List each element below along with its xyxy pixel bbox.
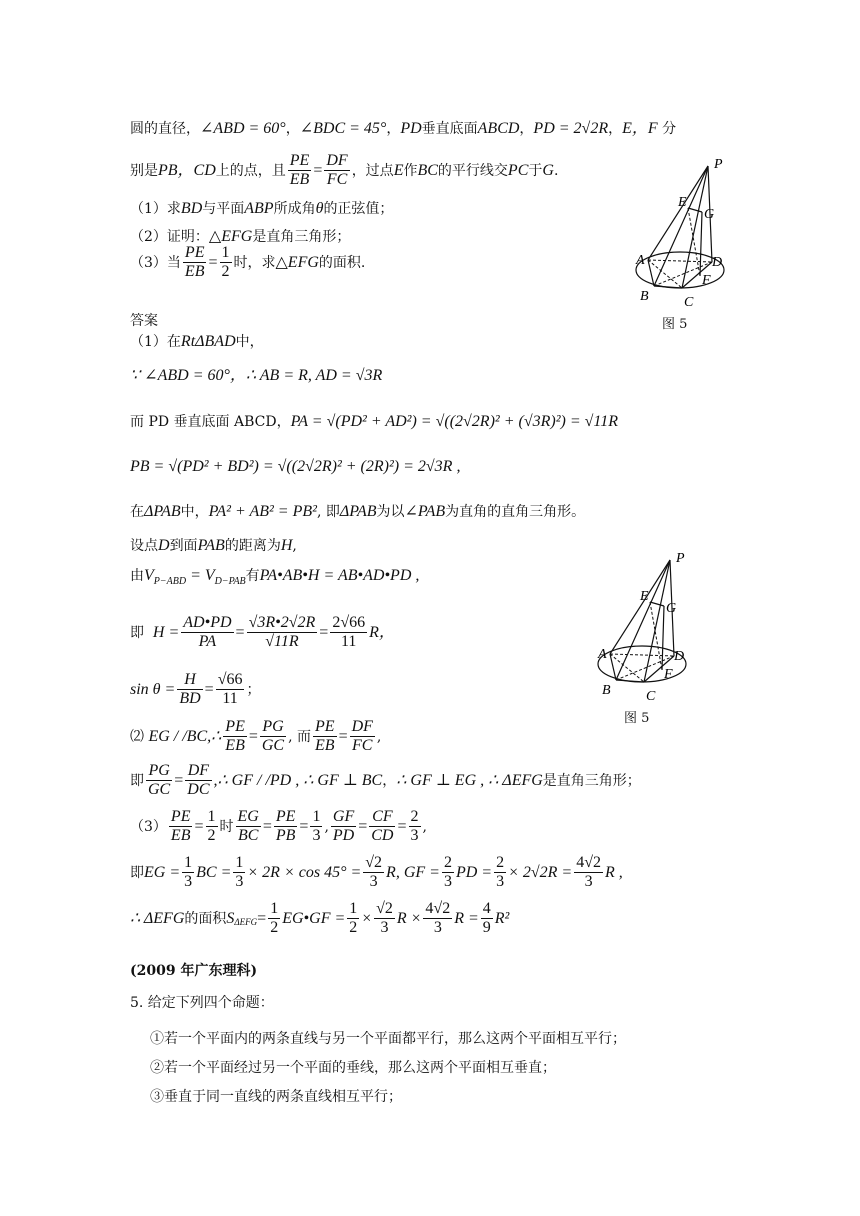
math: E，F — [622, 120, 658, 137]
label-p: P — [714, 157, 723, 172]
math: ∠ABD = 60° — [200, 120, 286, 137]
text: 垂直底面 — [421, 121, 478, 137]
text: 作 — [403, 162, 418, 179]
label-e: E — [678, 195, 687, 210]
label-b: B — [602, 683, 611, 698]
answer-step-5: 在ΔPAB中，PA² + AB² = PB², 即ΔPAB为以∠PAB为直角的直角三角形。 — [130, 503, 586, 520]
label-a: A — [636, 253, 645, 268]
figure-5-top — [632, 156, 742, 332]
question-1: （1）求BD与平面ABP所成角θ的正弦值； — [130, 200, 394, 217]
proposition-1: ①若一个平面内的两条直线与另一个平面都平行，那么这两个平面相互平行； — [150, 1031, 626, 1047]
question-2: （2）证明：△EFG是直角三角形； — [130, 228, 351, 245]
text: ，过点 — [351, 162, 394, 179]
proposition-3: ③垂直于同一直线的两条直线相互平行； — [150, 1089, 402, 1105]
label-f: F — [664, 667, 673, 682]
answer-step-2: ∵ ∠ABD = 60°，∴ AB = R, AD = √3R — [130, 367, 383, 384]
label-c: C — [646, 689, 656, 704]
answer-step-7: 由$V_{P-ABD} = V_{D-PAB}$有PA•AB•H = AB•AD•PD , — [130, 567, 420, 587]
text: ， — [386, 121, 401, 137]
label-c: C — [684, 295, 694, 310]
math: E — [393, 161, 404, 179]
answer-step-11: 即 PG GC = DF DC ,∴ GF / /PD , ∴ GF ⊥ BC ， ∴ GF ⊥ EG , ∴ ΔEFG 是直角三角形； — [130, 762, 641, 799]
label-p: P — [676, 551, 685, 566]
math: PD — [400, 120, 422, 137]
pyramid-diagram — [632, 156, 742, 332]
fraction: PE EB — [289, 152, 310, 189]
label-b: B — [640, 289, 649, 304]
answer-step-14: ∴ ΔEFG 的面积 S $_{\Delta EFG}$ = 1 2 EG•GF = 1 2 × √2 3 R × 4√2 3 R = 4 9 R² — [130, 900, 510, 937]
problem-line-1 — [130, 121, 676, 137]
label-g: G — [704, 207, 715, 222]
answer-step-3: 而 PD 垂直底面 ABCD，PA = √(PD² + AD²) = √((2√2R)² + (√3R)²) = √11R — [130, 413, 618, 430]
answer-step-6: 设点D到面PAB的距离为H, — [130, 537, 297, 554]
label-f: F — [702, 273, 711, 288]
proposition-2: ②若一个平面经过另一个平面的垂线，那么这两个平面相互垂直； — [150, 1060, 556, 1076]
math: PC — [507, 161, 529, 179]
answer-step-8: 即 H = AD•PD PA = √3R•2√2R √11R = 2√66 11 R， — [130, 614, 395, 651]
math: PD = 2√2R — [533, 120, 609, 137]
text: 的平行线交 — [437, 162, 508, 179]
text: . — [553, 162, 559, 179]
text: 上的点，且 — [215, 162, 286, 179]
fraction: DF FC — [326, 152, 348, 189]
answer-step-4: PB = √(PD² + BD²) = √((2√2R)² + (2R)²) = 2√3R , — [130, 458, 461, 475]
label-d: D — [712, 255, 723, 270]
label-g: G — [666, 601, 677, 616]
math: PB，CD — [158, 161, 216, 179]
answer-step-13: 即 EG = 1 3 BC = 1 3 × 2R × cos 45° = √2 3 R, GF = 2 3 PD = 2 3 × 2√2R = 4√2 3 R , — [130, 854, 623, 891]
figure-5-bottom — [594, 550, 704, 726]
text: 别是 — [130, 162, 158, 179]
math: ABCD — [477, 120, 520, 137]
figure-caption: 图 5 — [662, 317, 688, 332]
pyramid-diagram — [594, 550, 704, 726]
text: ， — [608, 121, 623, 137]
text: ， — [519, 121, 534, 137]
figure-caption: 图 5 — [624, 711, 650, 726]
label-e: E — [640, 589, 649, 604]
text: 于 — [528, 162, 543, 179]
text: ， — [285, 121, 300, 137]
question-5: 5. 给定下列四个命题： — [130, 995, 274, 1011]
answer-step-10: ⑵ EG / /BC,∴ PE EB = PG GC , 而 PE EB = DF FC , — [130, 718, 382, 755]
label-a: A — [598, 647, 607, 662]
answer-label: 答案 — [130, 313, 158, 329]
question-3: （3）当 PE EB = 1 2 时，求 △EFG 的面积. — [130, 244, 366, 281]
answer-step-12: （3） PE EB = 1 2 时 EG BC = PE PB = 1 3 , GF PD = CF CD = 2 3 , — [130, 808, 427, 845]
section-header: (2009 年广东理科) — [130, 963, 258, 979]
label-d: D — [674, 649, 685, 664]
text: 圆的直径， — [130, 121, 200, 137]
answer-step-9: sin θ = H BD = √66 11 ； — [130, 671, 261, 708]
math: G — [542, 161, 554, 179]
math: ∠BDC = 45° — [299, 120, 387, 137]
problem-line-2: 别是 PB，CD 上的点，且 PE EB = DF FC ，过点 E 作 BC 的平行线交 PC 于 G . — [130, 152, 559, 189]
text: 分 — [662, 121, 677, 137]
answer-step-1: （1）在RtΔBAD中， — [130, 333, 264, 350]
math: BC — [417, 161, 438, 179]
